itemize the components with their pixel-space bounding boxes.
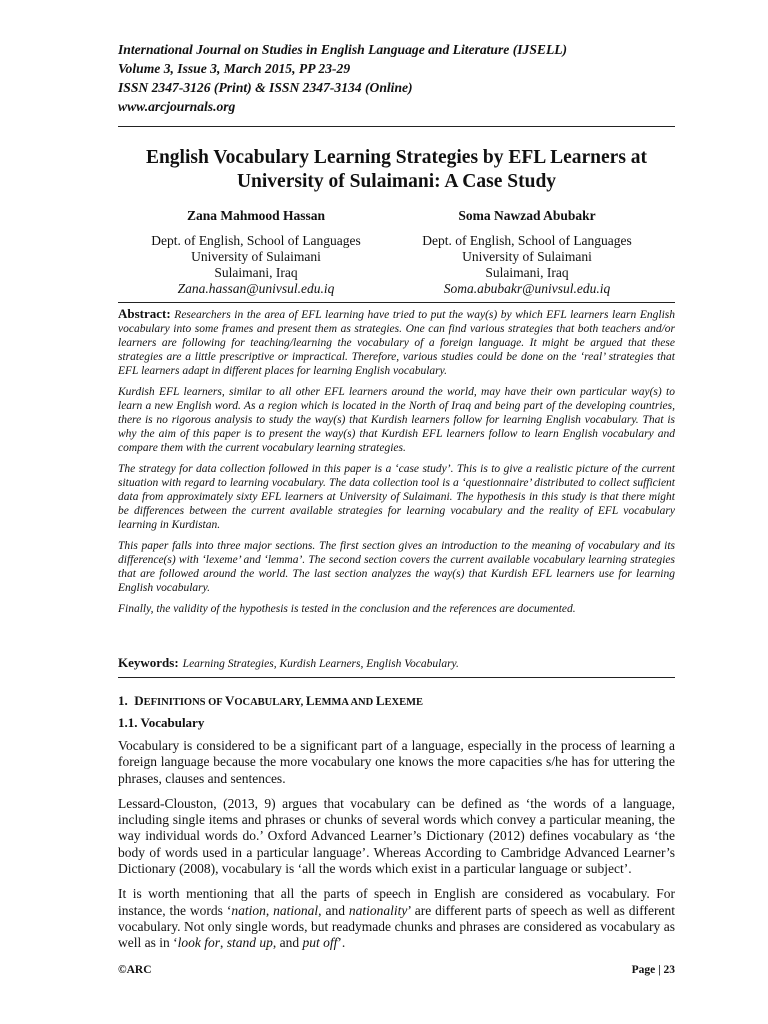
abstract-paragraph: Kurdish EFL learners, similar to all other EFL learners around the world, may have their own particular way(s) to learn a new English word. As a region which is located in the North of Iraq and being part of the developing countries, there is no rigorous analysis to study the way(s) that Kurdish learners follow for learning English vocabulary. That is why the aim of this paper is to present the way(s) that Kurdish EFL learners follow to learn English vocabulary and compare them with the current vocabulary learning strategies.: [118, 386, 675, 454]
author-university: University of Sulaimani: [462, 249, 592, 264]
title-line-1: English Vocabulary Learning Strategies by EFL Learners at: [145, 147, 648, 168]
subsection-heading: 1.1. Vocabulary: [118, 715, 205, 730]
abstract-top-divider: [118, 302, 675, 303]
journal-website: www.arcjournals.org: [118, 99, 236, 114]
abstract-paragraph: Finally, the validity of the hypothesis is tested in the conclusion and the references are documented.: [118, 603, 576, 615]
author-name: Zana Mahmood Hassan: [186, 208, 326, 223]
author-city: Sulaimani, Iraq: [214, 265, 298, 280]
journal-name: International Journal on Studies in English Language and Literature (IJSELL): [118, 42, 568, 57]
author-dept: Dept. of English, School of Languages: [151, 233, 361, 248]
keywords-label: Keywords:: [118, 655, 179, 670]
keywords-text: Learning Strategies, Kurdish Learners, English Vocabulary.: [182, 658, 459, 670]
author-city: Sulaimani, Iraq: [485, 265, 569, 280]
author-email: Zana.hassan@univsul.edu.iq: [177, 281, 335, 296]
author-dept: Dept. of English, School of Languages: [422, 233, 632, 248]
author-email: Soma.abubakr@univsul.edu.iq: [443, 281, 611, 296]
journal-issn: ISSN 2347-3126 (Print) & ISSN 2347-3134 (Online): [118, 80, 413, 95]
journal-header: [118, 40, 678, 116]
header-divider: [118, 126, 675, 127]
section-heading: 1. DEFINITIONS OF VOCABULARY, LEMMA AND LEXEME: [118, 693, 424, 708]
abstract: [118, 307, 675, 623]
abstract-paragraph: [118, 307, 675, 378]
title-line-2: University of Sulaimani: A Case Study: [236, 171, 557, 192]
page-number: Page | 23: [631, 964, 675, 976]
body-paragraph: Vocabulary is considered to be a significant part of a language, especially in the process of learning a foreign language because the more vocabulary one knows the more capacities s/he has for uttering the phrases, clauses and sentences.: [118, 738, 675, 786]
abstract-text: Researchers in the area of EFL learning have tried to put the way(s) by which EFL learners learn English vocabulary into some frames and present them as strategies. One can find various strategies that both teachers and/or learners are following for teaching/learning the vocabulary of a foreign language. It might be argued that these strategies are a little prescriptive or impractical. Therefore, various studies could be done on the ‘real’ strategies that EFL learners adapt in different places for learning English vocabulary.: [118, 309, 675, 377]
footer-publisher: ©ARC: [118, 964, 152, 976]
abstract-paragraph: The strategy for data collection followed in this paper is a ‘case study’. This is to give a realistic picture of the current situation with regard to learning vocabulary. The data collection tool is a ‘questionnaire’ distributed to collect sufficient data from approximately sixty EFL learners at University of Sulaimani. The hypothesis in this study is that there might be differences between the current available strategies for learning vocabulary and the reality of EFL vocabulary learning in Kurdistan.: [118, 463, 675, 531]
keywords: [118, 654, 675, 672]
section-body: [118, 738, 675, 961]
keywords-divider: [118, 677, 675, 678]
paper-title: [118, 146, 675, 194]
author-1: [140, 208, 372, 297]
journal-issue: Volume 3, Issue 3, March 2015, PP 23-29: [118, 61, 351, 76]
body-paragraph: Lessard-Clouston, (2013, 9) argues that vocabulary can be defined as ‘the words of a language, including single items and phrases or chunks of several words which convey a particular meaning, the way individual words do.’ Oxford Advanced Learner’s Dictionary (2012) defines vocabulary as ‘the body of words used in a particular language’. Whereas According to Cambridge Advanced Learner’s Dictionary (2008), vocabulary is ‘all the words which exist in a particular language or subject’.: [118, 795, 675, 877]
abstract-label: Abstract:: [118, 306, 171, 321]
abstract-paragraph: This paper falls into three major sections. The first section gives an introduction to the meaning of vocabulary and its difference(s) with ‘lexeme’ and ‘lemma’. The second section covers the current available vocabulary learning strategies that are followed around the world. The last section analyzes the way(s) that Kurdish EFL learners use for learning English vocabulary.: [118, 540, 675, 594]
author-university: University of Sulaimani: [191, 249, 321, 264]
body-paragraph: It is worth mentioning that all the parts of speech in English are considered as vocabulary. For instance, the words ‘nation, national, and nationality’ are different parts of speech as well as different vocabulary. Not only single words, but readymade chunks and phrases are considered as vocabulary as well as in ‘look for, stand up, and put off’.: [118, 886, 675, 951]
author-name: Soma Nawzad Abubakr: [458, 208, 596, 223]
author-2: [406, 208, 648, 297]
